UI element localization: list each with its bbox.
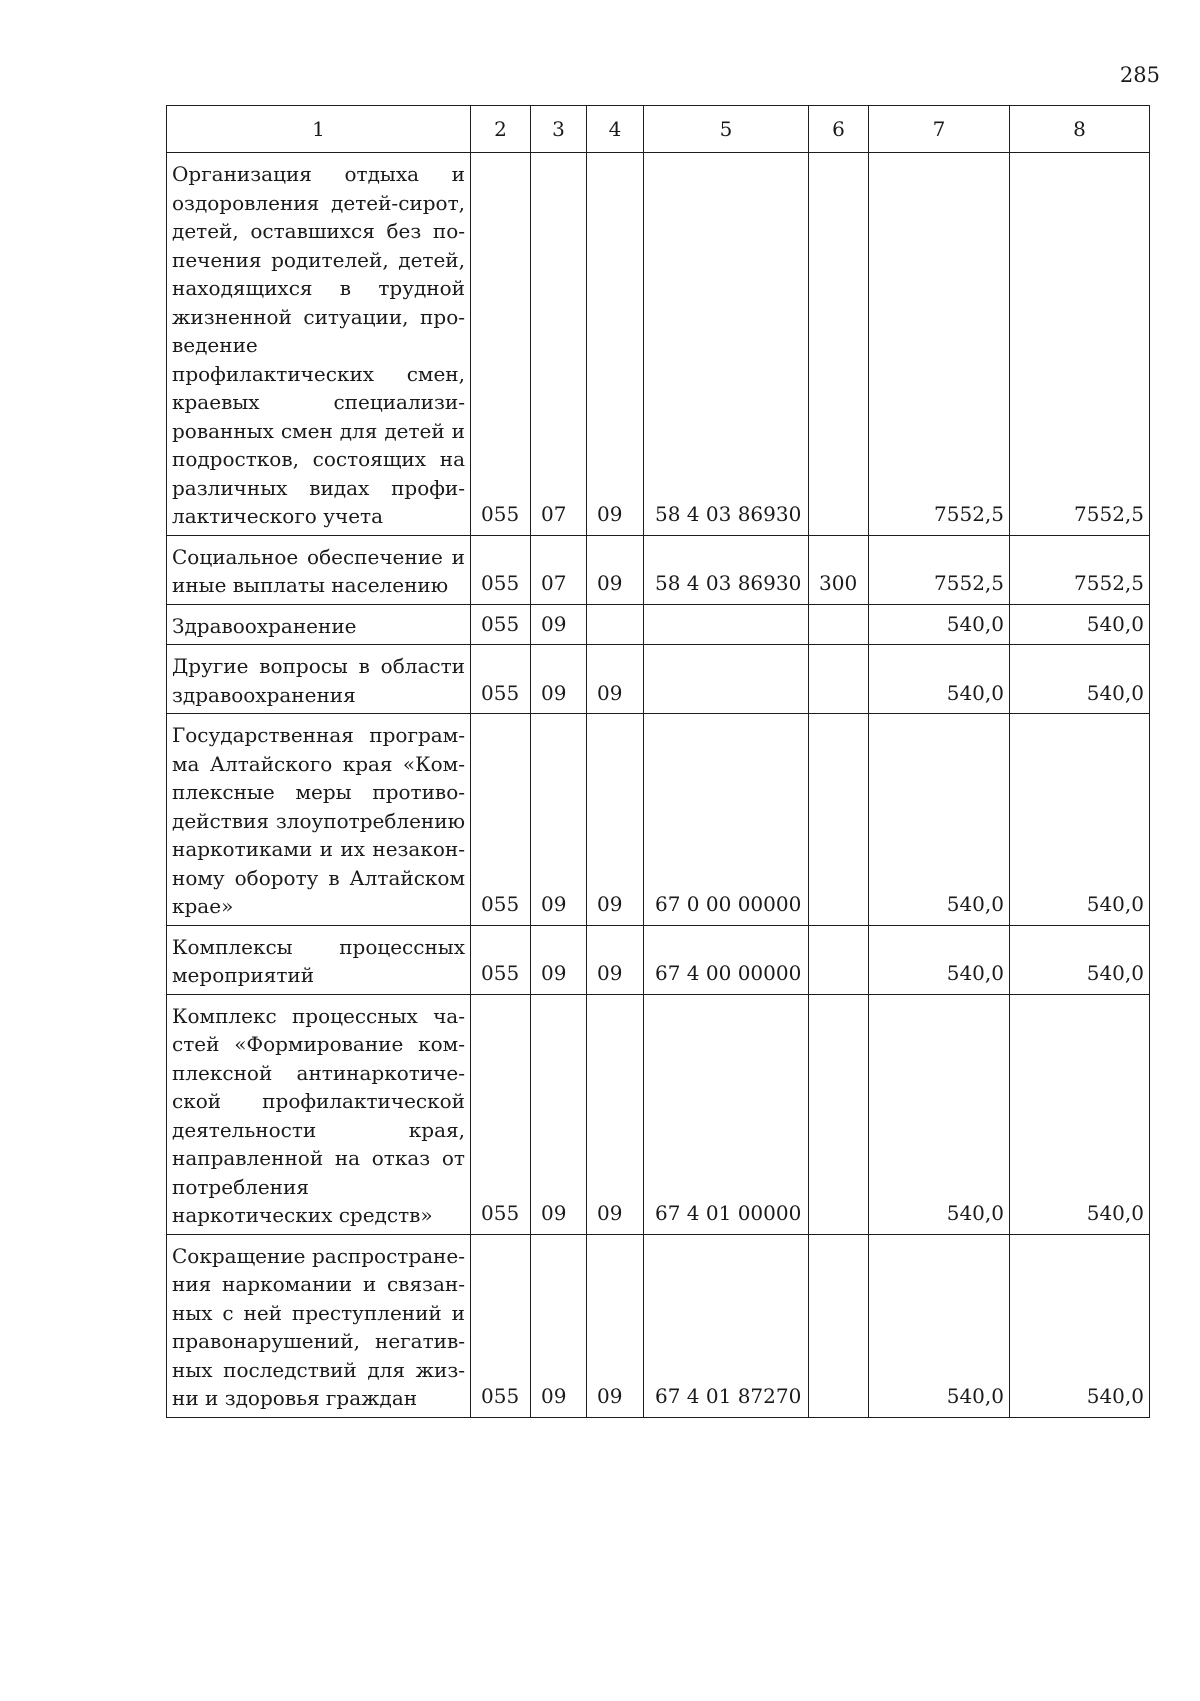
column-header: 8 — [1010, 106, 1150, 153]
cell-expense-type — [809, 925, 869, 994]
cell-section: 07 — [531, 153, 587, 536]
cell-amount: 7552,5 — [869, 153, 1010, 536]
cell-ministry-code: 055 — [471, 535, 531, 604]
cell-subsection: 09 — [587, 535, 644, 604]
cell-target-article: 58 4 03 86930 — [644, 535, 809, 604]
row-name: Другие вопросы в области здравоохранения — [167, 645, 471, 714]
cell-amount: 7552,5 — [869, 535, 1010, 604]
row-name: Социальное обеспечение и иные выплаты населению — [167, 535, 471, 604]
cell-target-article: 58 4 03 86930 — [644, 153, 809, 536]
column-header: 4 — [587, 106, 644, 153]
row-name: Государственная программа Алтайского края «Комплексные меры противодействия злоупотреблению наркотиками и их незаконному обороту в Алтайском крае» — [167, 714, 471, 926]
cell-amount: 540,0 — [1010, 994, 1150, 1234]
table-row — [167, 1234, 1150, 1417]
cell-subsection — [587, 604, 644, 645]
cell-section: 09 — [531, 714, 587, 926]
cell-expense-type — [809, 645, 869, 714]
cell-amount: 540,0 — [1010, 604, 1150, 645]
cell-target-article: 67 4 01 87270 — [644, 1234, 809, 1417]
cell-target-article — [644, 645, 809, 714]
cell-amount: 540,0 — [869, 645, 1010, 714]
cell-section: 09 — [531, 604, 587, 645]
cell-amount: 540,0 — [869, 1234, 1010, 1417]
page-number: 285 — [1119, 63, 1160, 87]
table-row — [167, 714, 1150, 926]
column-header: 7 — [869, 106, 1010, 153]
table-row — [167, 604, 1150, 645]
cell-expense-type — [809, 714, 869, 926]
cell-subsection: 09 — [587, 994, 644, 1234]
cell-amount: 540,0 — [869, 925, 1010, 994]
cell-amount: 540,0 — [869, 604, 1010, 645]
cell-ministry-code: 055 — [471, 994, 531, 1234]
column-header: 3 — [531, 106, 587, 153]
cell-amount: 540,0 — [869, 994, 1010, 1234]
row-name: Здравоохранение — [167, 604, 471, 645]
cell-amount: 540,0 — [1010, 714, 1150, 926]
cell-amount: 540,0 — [869, 714, 1010, 926]
cell-subsection: 09 — [587, 153, 644, 536]
cell-section: 09 — [531, 1234, 587, 1417]
cell-expense-type — [809, 1234, 869, 1417]
table-row — [167, 925, 1150, 994]
cell-target-article: 67 0 00 00000 — [644, 714, 809, 926]
cell-target-article: 67 4 00 00000 — [644, 925, 809, 994]
column-header: 1 — [167, 106, 471, 153]
cell-target-article: 67 4 01 00000 — [644, 994, 809, 1234]
cell-ministry-code: 055 — [471, 645, 531, 714]
cell-section: 09 — [531, 994, 587, 1234]
column-header: 6 — [809, 106, 869, 153]
table-row — [167, 153, 1150, 536]
cell-subsection: 09 — [587, 925, 644, 994]
cell-amount: 7552,5 — [1010, 153, 1150, 536]
cell-ministry-code: 055 — [471, 153, 531, 536]
table-row — [167, 535, 1150, 604]
table-header-row — [167, 106, 1150, 153]
budget-table — [166, 105, 1150, 1418]
cell-expense-type — [809, 994, 869, 1234]
cell-expense-type — [809, 604, 869, 645]
cell-subsection: 09 — [587, 645, 644, 714]
cell-expense-type — [809, 153, 869, 536]
cell-ministry-code: 055 — [471, 1234, 531, 1417]
cell-section: 09 — [531, 645, 587, 714]
cell-ministry-code: 055 — [471, 925, 531, 994]
cell-amount: 540,0 — [1010, 1234, 1150, 1417]
column-header: 2 — [471, 106, 531, 153]
row-name: Организация отдыха и оздоровления детей-сирот, детей, оставшихся без попечения родителей, детей, находящихся в трудной жизненной ситуации, проведение профилактических смен, краевых специализированных смен для детей и подростков, состоящих на различных видах профилактического учета — [167, 153, 471, 536]
cell-amount: 540,0 — [1010, 645, 1150, 714]
cell-ministry-code: 055 — [471, 714, 531, 926]
cell-target-article — [644, 604, 809, 645]
row-name: Комплекс процессных частей «Формирование комплексной антинаркотической профилактической деятельности края, направленной на отказ от потребления наркотических средств» — [167, 994, 471, 1234]
cell-subsection: 09 — [587, 1234, 644, 1417]
cell-section: 09 — [531, 925, 587, 994]
cell-section: 07 — [531, 535, 587, 604]
table-row — [167, 645, 1150, 714]
cell-ministry-code: 055 — [471, 604, 531, 645]
cell-amount: 540,0 — [1010, 925, 1150, 994]
cell-expense-type: 300 — [809, 535, 869, 604]
column-header: 5 — [644, 106, 809, 153]
cell-subsection: 09 — [587, 714, 644, 926]
row-name: Сокращение распространения наркомании и связанных с ней преступлений и правонарушений, негативных последствий для жизни и здоровья граждан — [167, 1234, 471, 1417]
row-name: Комплексы процессных мероприятий — [167, 925, 471, 994]
table-row — [167, 994, 1150, 1234]
cell-amount: 7552,5 — [1010, 535, 1150, 604]
